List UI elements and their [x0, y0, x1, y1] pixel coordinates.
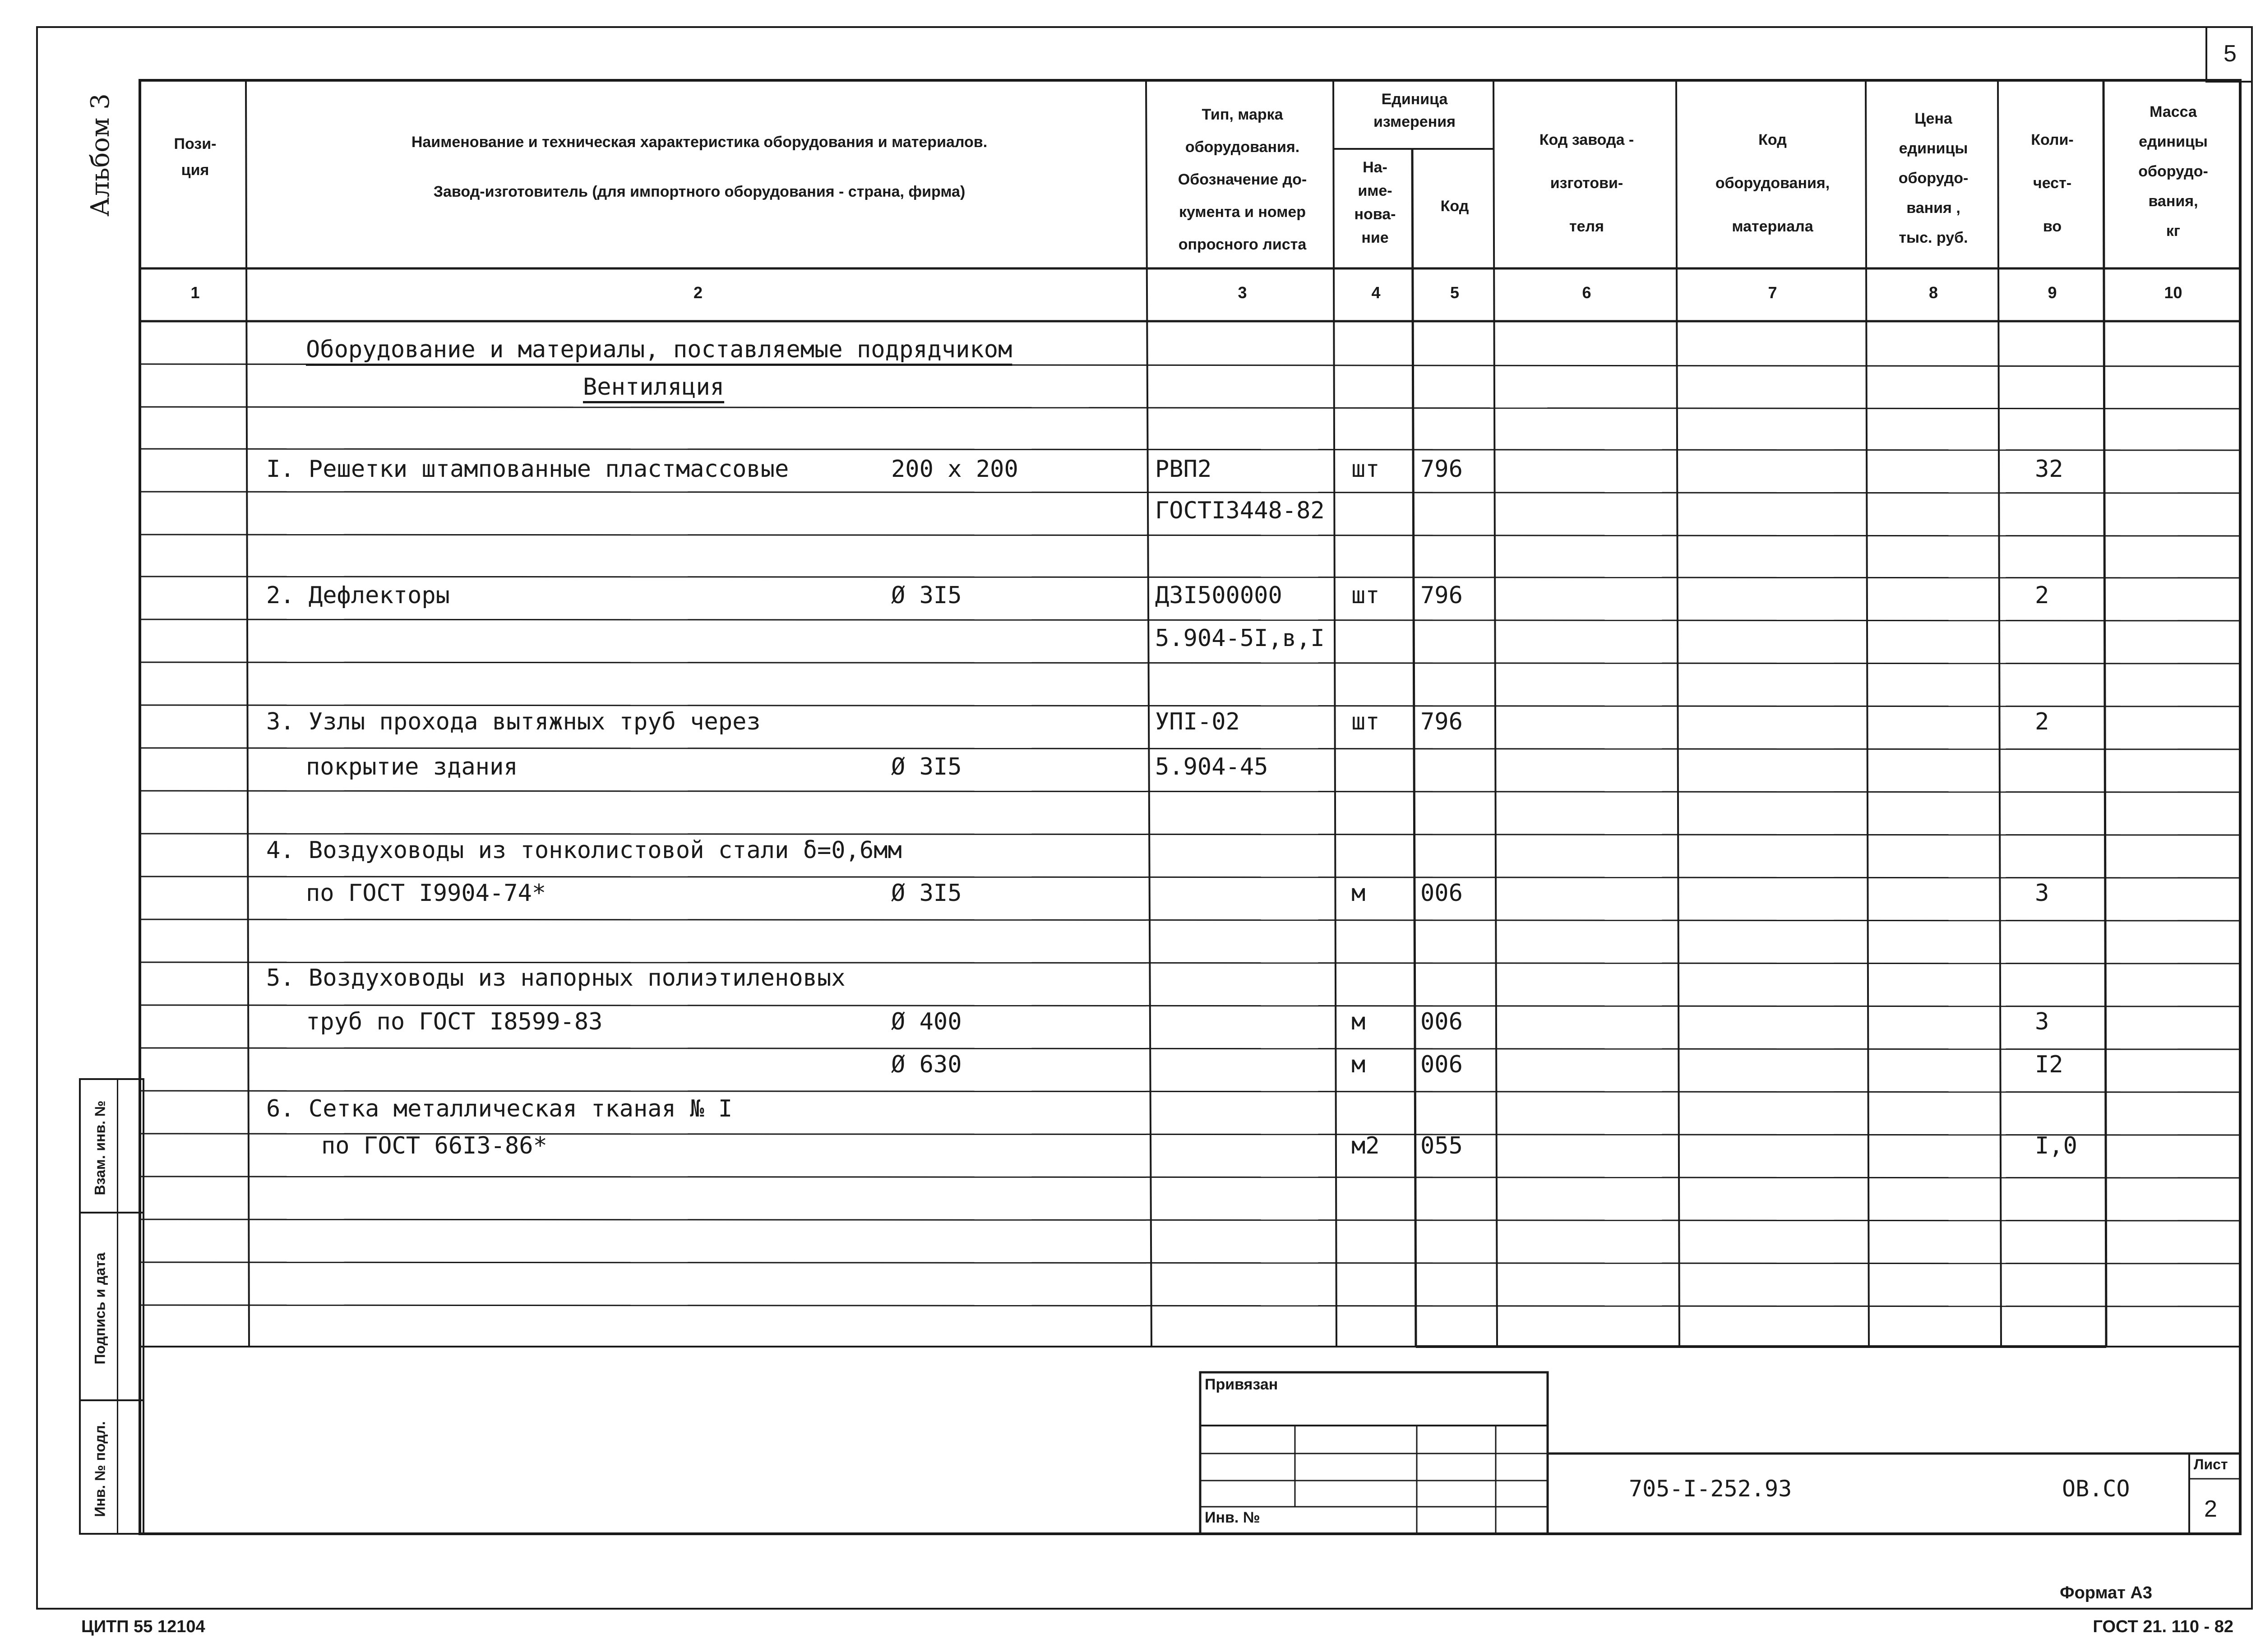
column-number: 3 [1238, 283, 1247, 302]
item-unit-code: 006 [1420, 880, 1463, 907]
item-size: Ø 630 [891, 1051, 962, 1078]
item-unit-code: 796 [1420, 708, 1463, 735]
item-name: 2. Дефлекторы [266, 582, 450, 609]
item-quantity: 32 [2035, 456, 2063, 483]
item-name: 3. Узлы прохода вытяжных труб через [266, 708, 761, 735]
footer-standard: ГОСТ 21. 110 - 82 [2093, 1617, 2233, 1636]
item-unit: шт [1351, 456, 1380, 483]
item-name: труб по ГОСТ I8599-83 [306, 1008, 603, 1035]
item-quantity: 2 [2035, 582, 2049, 609]
item-size: Ø 400 [891, 1008, 962, 1035]
item-type: 5.904-5I,в,I [1155, 625, 1325, 652]
item-size: Ø 3I5 [891, 753, 962, 780]
column-number: 10 [2164, 283, 2182, 302]
header-unit-name: На- име- нова- ние [1354, 159, 1396, 246]
item-quantity: 3 [2035, 1008, 2049, 1035]
item-size: Ø 3I5 [891, 880, 962, 907]
item-unit: шт [1351, 708, 1380, 735]
album-label: Альбом 3 [86, 93, 115, 217]
side-stamp-label: Инв. № подл. [92, 1421, 108, 1517]
item-name: 5. Воздуховоды из напорных полиэтиленовых [266, 964, 846, 992]
header-position: Пози- ция [174, 135, 217, 179]
item-size: Ø 3I5 [891, 582, 962, 609]
item-unit: м [1351, 880, 1366, 907]
item-name: I. Решетки штампованные пластмассовые [266, 456, 789, 483]
header-mass: Масса единицы оборудо- вания, кг [2138, 103, 2208, 240]
document-mark: ОВ.СО [2062, 1476, 2130, 1502]
column-number: 7 [1768, 283, 1777, 302]
item-quantity: I2 [2035, 1051, 2063, 1078]
footer-format: Формат А3 [2060, 1583, 2152, 1602]
item-unit-code: 055 [1420, 1132, 1463, 1159]
column-number: 4 [1371, 283, 1381, 302]
item-size: 200 х 200 [891, 456, 1018, 483]
header-price: Цена единицы оборудо- вания , тыс. руб. [1898, 110, 1969, 246]
item-unit: м [1351, 1051, 1366, 1078]
column-number: 2 [693, 283, 703, 302]
column-number: 8 [1928, 283, 1938, 302]
item-unit: м [1351, 1008, 1366, 1035]
sheet-label: Лист [2194, 1456, 2228, 1472]
item-type: ГОСТI3448-82 [1155, 497, 1325, 524]
item-name: 4. Воздуховоды из тонколистовой стали δ=0,6мм [266, 837, 902, 864]
section-title: Оборудование и материалы, поставляемые подрядчиком [306, 336, 1012, 363]
linked-label: Привязан [1205, 1376, 1278, 1393]
side-stamp-label: Взам. инв. № [92, 1100, 108, 1195]
column-number: 1 [190, 283, 200, 302]
column-number: 6 [1582, 283, 1591, 302]
item-name: покрытие здания [306, 753, 518, 780]
item-type: 5.904-45 [1155, 753, 1268, 780]
item-quantity: 3 [2035, 880, 2049, 907]
footer-catalog: ЦИТП 55 12104 [81, 1617, 205, 1636]
item-unit-code: 796 [1420, 456, 1463, 483]
subsection-title: Вентиляция [583, 374, 725, 401]
item-unit-code: 006 [1420, 1051, 1463, 1078]
header-unit-group: Единица измерения [1373, 91, 1456, 130]
document-code: 705-I-252.93 [1629, 1476, 1792, 1502]
header-maker-code: Код завода - изготови- теля [1539, 131, 1634, 235]
inv-label: Инв. № [1205, 1509, 1260, 1526]
header-equipment-code: Код оборудования, материала [1715, 131, 1830, 235]
sheet-corner-number: 5 [2205, 26, 2253, 83]
item-unit: м2 [1351, 1132, 1380, 1159]
header-unit-code: Код [1440, 198, 1469, 215]
item-type: РВП2 [1155, 456, 1212, 483]
item-name: по ГОСТ I9904-74* [306, 880, 546, 907]
item-unit-code: 796 [1420, 582, 1463, 609]
header-type: Тип, марка оборудования. Обозначение до- кумента и номер опросного листа [1178, 106, 1307, 253]
item-unit: шт [1351, 582, 1380, 609]
item-name: 6. Сетка металлическая тканая № I [266, 1095, 733, 1122]
column-number: 5 [1450, 283, 1460, 302]
item-name: по ГОСТ 66I3-86* [321, 1132, 547, 1159]
item-unit-code: 006 [1420, 1008, 1463, 1035]
item-type: УПI-02 [1155, 708, 1240, 735]
header-quantity: Коли- чест- во [2031, 131, 2074, 235]
item-quantity: 2 [2035, 708, 2049, 735]
item-type: ДЗI500000 [1155, 582, 1282, 609]
item-quantity: I,0 [2035, 1132, 2077, 1159]
header-name: Наименование и техническая характеристика оборудования и материалов. Завод-изготовитель (для импортного оборудования - страна, фирма) [411, 134, 988, 200]
column-number: 9 [2048, 283, 2057, 302]
sheet-number: 2 [2204, 1496, 2217, 1522]
side-stamp-label: Подпись и дата [92, 1252, 108, 1364]
